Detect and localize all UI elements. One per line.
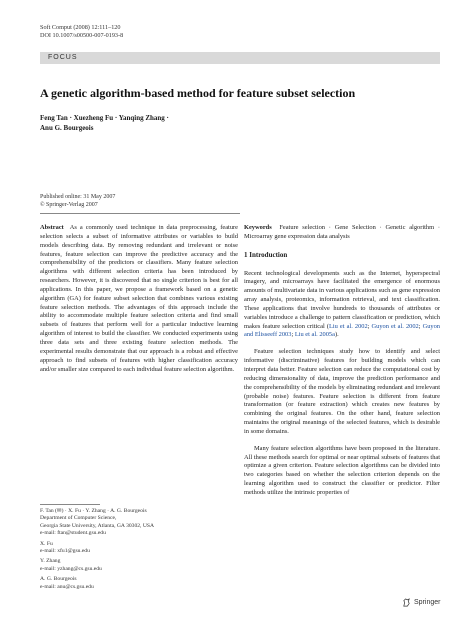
email: e-mail: anu@cs.gsu.edu [40,583,94,590]
author-list [40,113,300,133]
author-contact: Y. Zhang e-mail: yzhang@cs.gsu.edu [40,558,238,573]
keywords-text: Feature selection · Gene Selection · Genetic algorithm · Microarray gene expression data analysis [244,224,440,240]
author-contact: X. Fu e-mail: xfu1@gsu.edu [40,541,238,556]
author-contact: A. G. Bourgeois e-mail: anu@cs.gsu.edu [40,576,238,591]
horse-icon [402,598,411,607]
keywords-label: Keywords [244,224,272,231]
publication-info [40,193,115,209]
abstract [40,224,238,374]
authors-line-2: Anu G. Bourgeois [40,124,94,132]
section-label: FOCUS [48,54,78,61]
right-column [244,224,440,498]
email: e-mail: ftan@student.gsu.edu [40,530,106,537]
journal-citation: Soft Comput (2008) 12:111–120 [40,24,121,31]
citation-link[interactable]: Liu et al. 2002 [328,322,368,330]
copyright: © Springer-Verlag 2007 [40,202,98,208]
keywords [244,224,440,242]
citation-link[interactable]: Guyon et al. 2002 [371,322,419,330]
citation-link[interactable]: Guyon and Elisseeff 2003 [244,322,441,339]
publisher-name: Springer [414,599,441,606]
author-affiliations [40,508,238,594]
footnote-divider [40,504,100,505]
article-title: A genetic algorithm-based method for feature subset selection [40,86,356,100]
authors-line-1: Feng Tan · Xuezheng Fu · Yanqing Zhang · [40,114,169,122]
email: e-mail: yzhang@cs.gsu.edu [40,565,102,572]
divider [40,213,240,214]
published-date: Published online: 31 May 2007 [40,194,116,200]
section-banner [40,52,440,64]
doi: DOI 10.1007/s00500-007-0193-8 [40,32,124,39]
abstract-text: As a commonly used technique in data preprocessing, feature selection selects a subset of informative attributes or variables to build models describing data. By removing redundant and irrelevant or noise features, feature selection can improve the predictive accuracy and the comprehensibility of the predictors or classifiers. Many feature selection algorithms with different selection criteria has been introduced by researchers. However, it is discovered that no single criterion is best for all applications. In this paper, we propose a framework based on a genetic algorithm (GA) for feature subset selection that combines various existing feature selection methods. The advantages of this approach include the ability to accommodate multiple feature selection criteria and find small subsets of features that perform well for a particular inductive learning algorithm of interest to build the classifier. We conducted experiments using three data sets and three existing feature selection methods. The experimental results demonstrate that our approach is a robust and effective approach to find subsets of features with higher classification accuracy and/or smaller size compared to each individual feature selection algorithm. [40,224,238,373]
publisher-logo [402,598,440,607]
intro-paragraph-3: Many feature selection algorithms have been proposed in the literature. All these methods search for optimal or near optimal subsets of features that optimize a given criterion. Feature selection algorithms can be divided into two categories based on whether the selection criterion depends on the learning algorithm used to construct the classifier or predictor. Filter methods utilize the intrinsic properties of [244,444,440,496]
email: e-mail: xfu1@gsu.edu [40,548,90,555]
intro-paragraph-1: Recent technological developments such as the Internet, hyperspectral imagery, and microarrays have facilitated the emergence of enormous amounts of multivariate data in various applications such as gene expression array analysis, proteomics, information retrieval, and text classification. These applications that involve hundreds to thousands of attributes or variables introduce a challenge to pattern classification or prediction, which makes feature selection critical (Liu et al. 2002; Guyon et al. 2002; Guyon and Elisseeff 2003; Liu et al. 2005a). [244,269,441,339]
abstract-label: Abstract [40,224,64,231]
intro-paragraph-2: Feature selection techniques study how to identify and select informative (discriminative) features for building models which can interpret data better. Feature selection can reduce the computational cost by reducing dimensionality of data, improve the prediction performance and the comprehensibility of the models by eliminating redundant and irrelevant (probable noise) features. Feature selection is different from feature transformation (or feature extraction) which creates new features by combining the original features. On the other hand, feature selection maintains the original meanings of the selected features, which is desirable in some domains. [244,348,440,435]
citation-link[interactable]: Liu et al. 2005a [294,331,335,339]
affiliation-block: F. Tan (✉) · X. Fu · Y. Zhang · A. G. Bourgeois Department of Computer Science, Georgia State University, Atlanta, GA 30302, USA e-mail: ftan@student.gsu.edu [40,508,238,538]
section-heading: 1 Introduction [244,250,288,259]
